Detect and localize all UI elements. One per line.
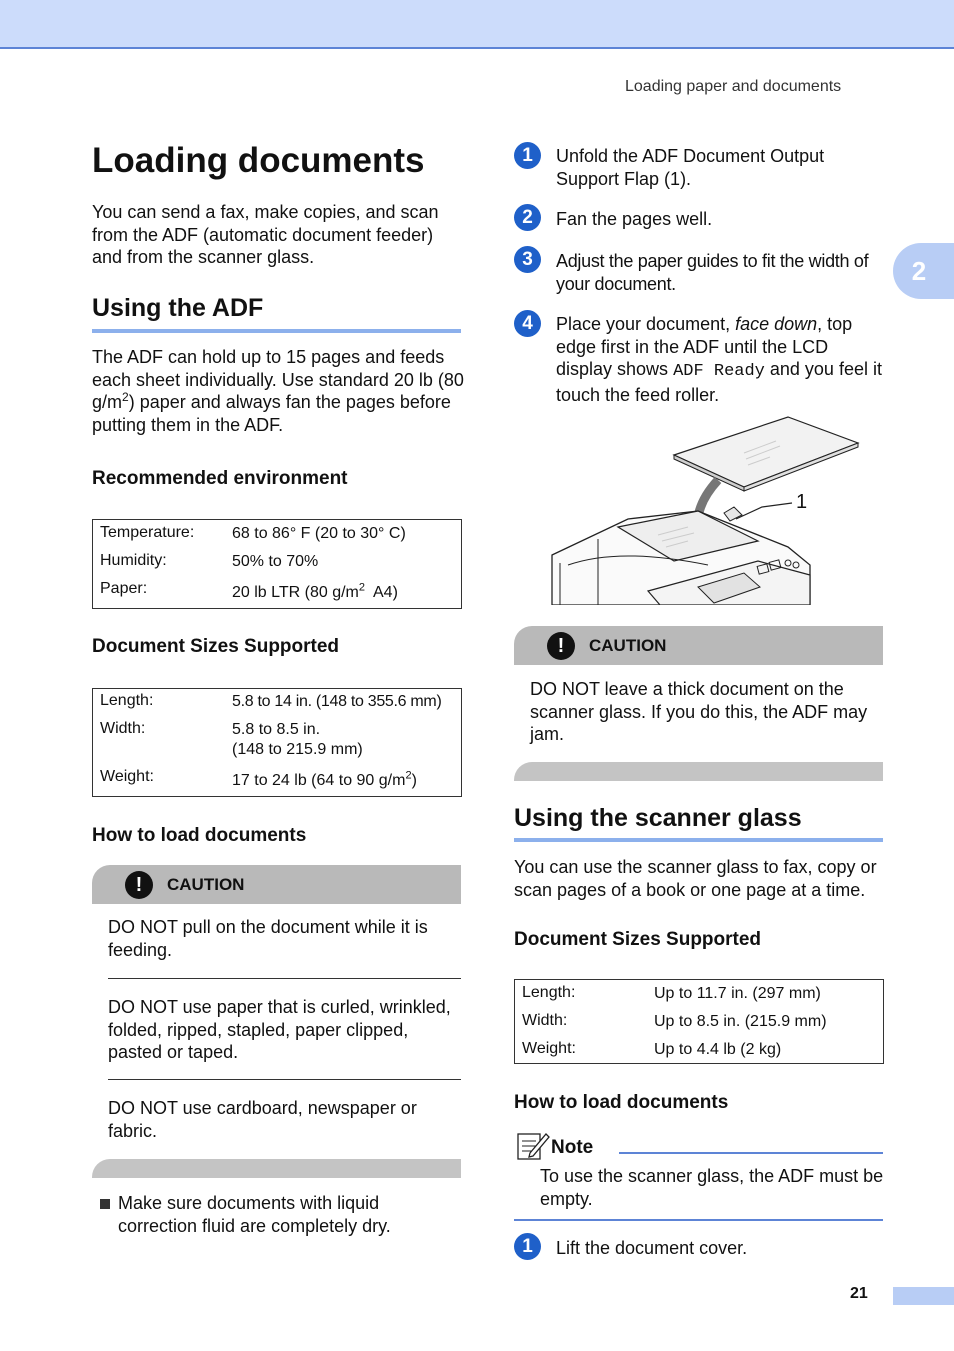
table-key: Weight: xyxy=(522,1040,576,1057)
figure-callout-label: 1 xyxy=(796,491,808,513)
table-key: Temperature: xyxy=(100,524,195,541)
sizes-table xyxy=(92,688,462,797)
table-value-end: ) xyxy=(411,772,417,789)
table-value-line2: (148 to 215.9 mm) xyxy=(232,741,363,758)
table-row xyxy=(93,524,461,544)
table-value xyxy=(232,583,398,603)
step-number-3-icon: 3 xyxy=(514,246,541,273)
caution-banner xyxy=(92,865,461,904)
table-key: Length: xyxy=(522,984,576,1001)
subheading-sizes: Document Sizes Supported xyxy=(92,636,340,657)
caution-divider xyxy=(108,978,461,979)
caution-end-bar xyxy=(514,762,883,781)
caution-divider xyxy=(108,1079,461,1080)
table-key: Humidity: xyxy=(100,552,167,569)
step-number-1-icon: 1 xyxy=(514,1233,541,1260)
page-number-bar xyxy=(893,1287,954,1305)
step-text-emphasis: face down xyxy=(735,314,818,334)
table-row xyxy=(93,552,461,572)
table-value: Up to 8.5 in. (215.9 mm) xyxy=(654,1013,827,1030)
running-header: Loading paper and documents xyxy=(625,78,842,95)
note-text: To use the scanner glass, the ADF must be empty. xyxy=(540,1166,884,1209)
table-row xyxy=(93,692,461,712)
table-value-end: A4) xyxy=(365,584,398,601)
adf-paragraph-text: The ADF can hold up to 15 pages and feeds each sheet individually. Use standard 20 lb (80 g/m xyxy=(92,347,464,412)
table-row xyxy=(515,984,883,1004)
subheading-environment: Recommended environment xyxy=(92,468,348,489)
adf-paragraph-text-end: ) paper and always fan the pages before putting them in the ADF. xyxy=(92,392,451,435)
table-value: Up to 4.4 lb (2 kg) xyxy=(654,1041,782,1058)
step-text: Fan the pages well. xyxy=(556,209,713,229)
step-text xyxy=(556,313,884,406)
table-key: Width: xyxy=(522,1012,568,1029)
lcd-message: ADF Ready xyxy=(673,362,765,381)
glass-sizes-table xyxy=(514,979,884,1064)
superscript: 2 xyxy=(405,769,412,782)
table-row xyxy=(515,1040,883,1060)
glass-intro-paragraph: You can use the scanner glass to fax, copy or scan pages of a book or one page at a time. xyxy=(514,857,877,900)
table-value xyxy=(232,771,417,791)
chapter-number: 2 xyxy=(911,256,927,286)
caution-item: DO NOT use cardboard, newspaper or fabric. xyxy=(108,1098,417,1141)
exclamation-icon: ! xyxy=(125,871,153,899)
step-number-4-icon: 4 xyxy=(514,310,541,337)
table-key: Weight: xyxy=(100,768,154,785)
bullet-square-icon xyxy=(100,1199,110,1209)
note-top-rule xyxy=(619,1152,883,1154)
subheading-sizes: Document Sizes Supported xyxy=(514,929,762,950)
step-text: Adjust the paper guides to fit the width of your document. xyxy=(556,251,869,294)
page-title: Loading documents xyxy=(92,141,425,180)
chapter-tab xyxy=(893,243,954,299)
table-key: Length: xyxy=(100,692,154,709)
subheading-how-to-load: How to load documents xyxy=(514,1092,729,1113)
adf-paragraph xyxy=(92,346,464,436)
note-pencil-icon xyxy=(516,1131,550,1161)
table-row xyxy=(93,720,461,760)
section-heading-adf: Using the ADF xyxy=(92,294,264,322)
caution-item: DO NOT pull on the document while it is feeding. xyxy=(108,917,428,960)
table-value: 5.8 to 14 in. (148 to 355.6 mm) xyxy=(232,693,442,710)
section-rule xyxy=(92,329,461,333)
bullet-text: Make sure documents with liquid correction fluid are completely dry. xyxy=(118,1193,391,1236)
step-text: Lift the document cover. xyxy=(556,1238,748,1258)
table-value: 68 to 86° F (20 to 30° C) xyxy=(232,525,406,542)
step-text-part: and you feel it touch the feed roller. xyxy=(556,359,882,405)
note-label: Note xyxy=(551,1137,594,1158)
superscript: 2 xyxy=(122,390,129,404)
section-heading-scanner-glass: Using the scanner glass xyxy=(514,804,802,832)
table-value: 50% to 70% xyxy=(232,553,319,570)
step-text-part: , top edge first in the ADF until the LCD display shows xyxy=(556,314,853,379)
table-value-text: 17 to 24 lb (64 to 90 g/m xyxy=(232,772,406,789)
page-number: 21 xyxy=(850,1285,868,1302)
caution-label: CAUTION xyxy=(589,636,667,655)
section-rule xyxy=(514,838,883,842)
table-row xyxy=(93,580,461,606)
environment-table xyxy=(92,519,462,609)
caution-banner xyxy=(514,626,883,665)
top-header-band xyxy=(0,0,954,49)
caution-item: DO NOT leave a thick document on the scanner glass. If you do this, the ADF may jam. xyxy=(530,679,868,744)
caution-end-bar xyxy=(92,1159,461,1178)
step-text-part: Place your document, xyxy=(556,314,736,334)
intro-paragraph: You can send a fax, make copies, and scan from the ADF (automatic document feeder) and from the scanner glass. xyxy=(92,202,439,267)
step-number-1-icon: 1 xyxy=(514,142,541,169)
table-value: 5.8 to 8.5 in. xyxy=(232,721,321,738)
table-row xyxy=(93,768,461,794)
step-number-2-icon: 2 xyxy=(514,204,541,231)
step-text: Unfold the ADF Document Output Support Flap (1). xyxy=(556,146,825,189)
caution-item: DO NOT use paper that is curled, wrinkled, folded, ripped, stapled, paper clipped, pasted or taped. xyxy=(108,997,451,1062)
subheading-how-to-load: How to load documents xyxy=(92,825,307,846)
note-bottom-rule xyxy=(514,1219,883,1221)
table-key: Width: xyxy=(100,720,146,737)
caution-label: CAUTION xyxy=(167,875,245,894)
table-row xyxy=(515,1012,883,1032)
adf-loading-illustration xyxy=(548,415,862,605)
table-value: Up to 11.7 in. (297 mm) xyxy=(654,985,821,1002)
table-key: Paper: xyxy=(100,580,148,597)
exclamation-icon: ! xyxy=(547,632,575,660)
superscript: 2 xyxy=(358,581,365,594)
table-value-text: 20 lb LTR (80 g/m xyxy=(232,584,359,601)
